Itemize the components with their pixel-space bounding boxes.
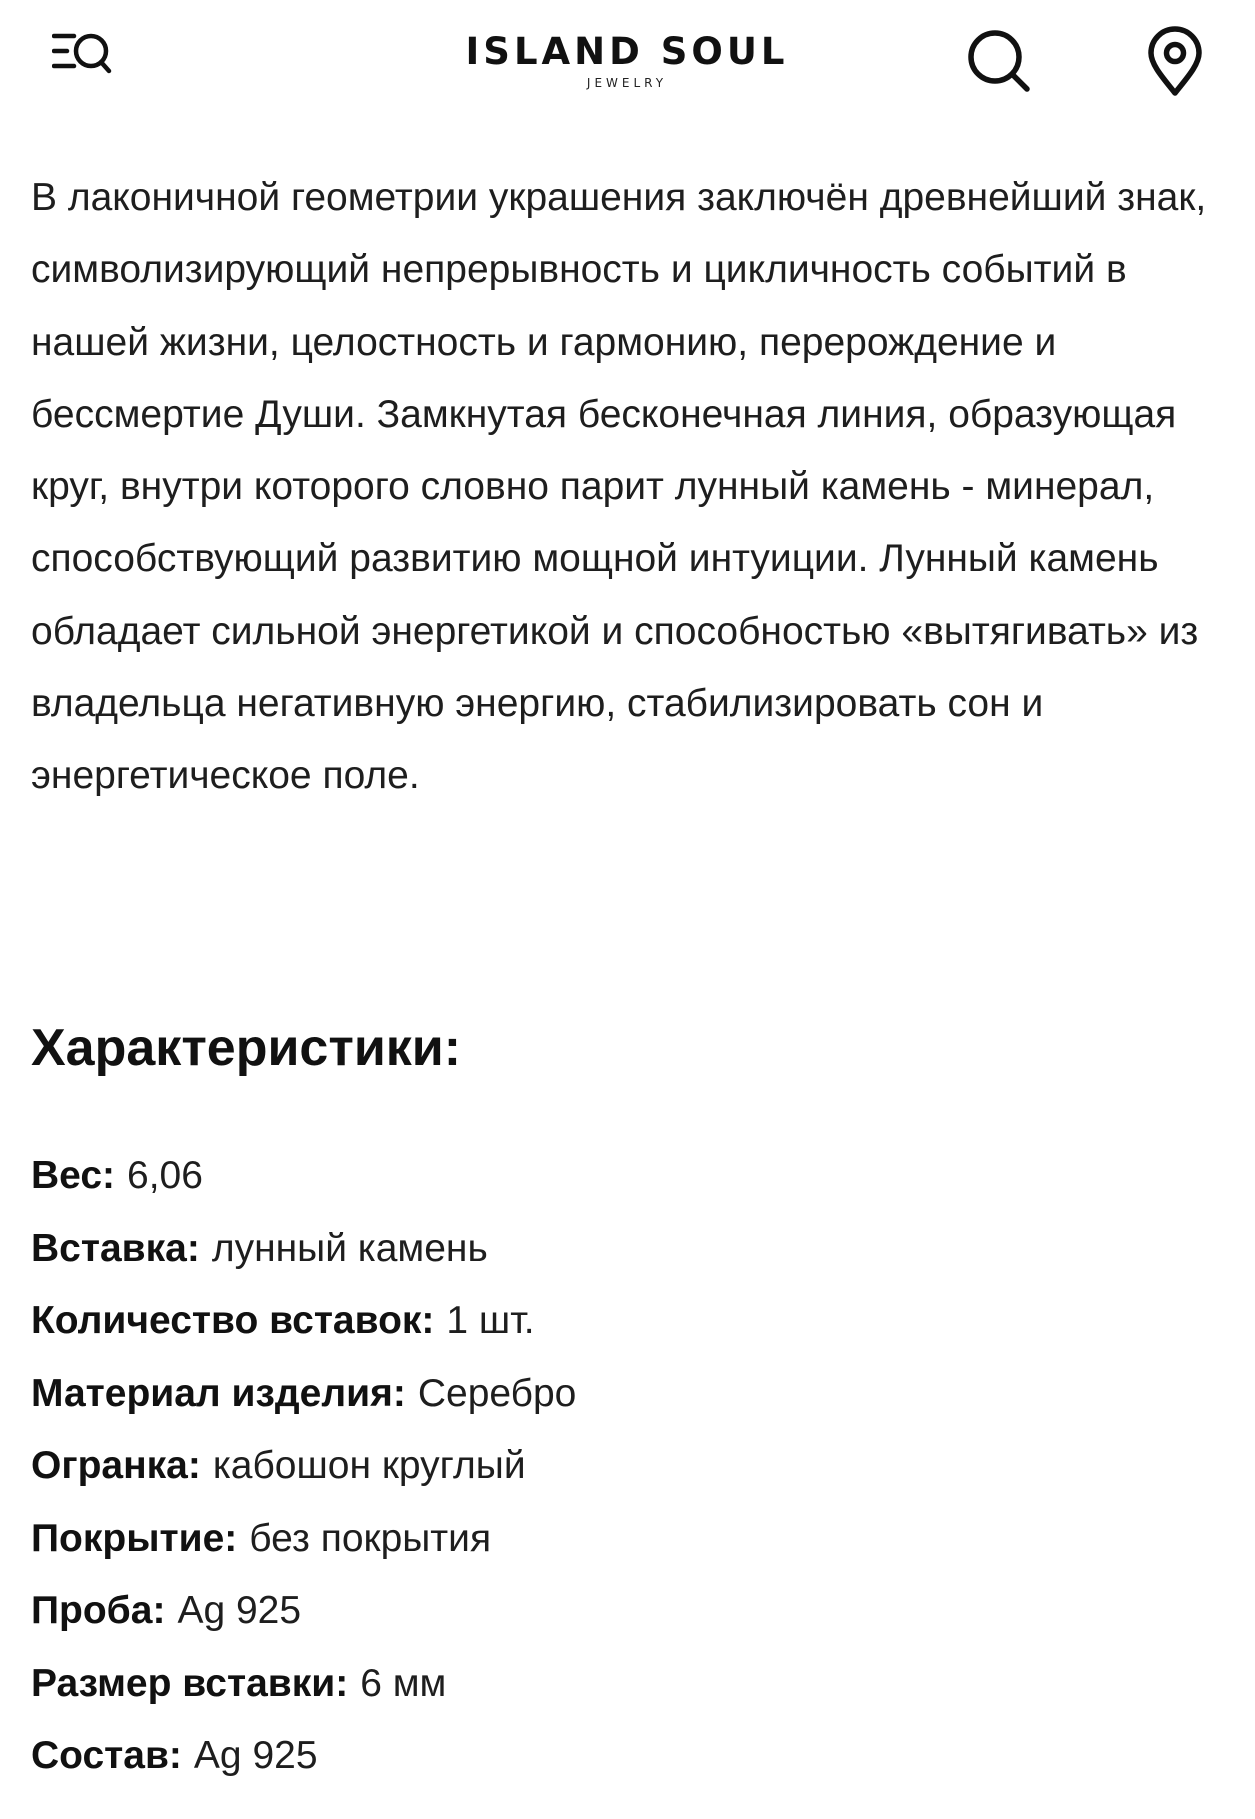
spec-cut (31, 1430, 576, 1503)
spec-value: 6,06 (127, 1154, 203, 1197)
spec-label: Размер вставки: (31, 1661, 349, 1705)
spec-value: Серебро (417, 1371, 577, 1415)
menu-search-icon (52, 30, 112, 80)
spec-label: Количество вставок: (31, 1299, 435, 1342)
spec-label: Покрытие: (31, 1516, 238, 1560)
spec-hallmark (31, 1575, 576, 1648)
brand-subtitle: JEWELRY (586, 76, 668, 90)
map-pin-icon (1142, 25, 1208, 97)
spec-value: кабошон круглый (212, 1444, 526, 1487)
product-description: В лаконичной геометрии украшения заключён древнейший знак, символизирующий непрерывность и цикличность событий в нашей жизни, целостность и гармонию, перерождение и бессмертие Души. Замкнутая бесконечная линия, образующая круг, внутри которого словно парит лунный камень - минерал, способствующий развитию мощной интуиции. Лунный камень обладает сильной энергетикой и способностью «вытягивать» из владельца негативную энергию, стабилизировать сон и энергетическое поле. (31, 176, 1207, 798)
spec-label: Вставка: (31, 1226, 200, 1270)
spec-label: Проба: (31, 1589, 166, 1632)
spec-label: Вес: (31, 1154, 116, 1197)
spec-value: Ag 925 (177, 1589, 302, 1632)
spec-insert (31, 1213, 576, 1286)
spec-value: Ag 925 (193, 1734, 318, 1777)
spec-label: Огранка: (31, 1444, 201, 1487)
spec-insert-size (31, 1648, 576, 1721)
spec-insert-count (31, 1285, 576, 1358)
brand-name: ISLAND SOUL (465, 30, 789, 73)
specs-list (31, 1140, 576, 1793)
specs-title: Характеристики: (31, 1019, 462, 1077)
spec-composition (31, 1720, 576, 1793)
brand-logo[interactable] (427, 30, 827, 90)
spec-label: Состав: (31, 1734, 182, 1777)
site-header (0, 0, 1255, 125)
spec-value: 6 мм (360, 1661, 447, 1705)
spec-value: без покрытия (249, 1516, 492, 1560)
spec-material (31, 1358, 576, 1431)
spec-weight (31, 1140, 576, 1213)
spec-value: 1 шт. (446, 1299, 535, 1342)
spec-label: Материал изделия: (31, 1371, 406, 1415)
spec-value: лунный камень (211, 1226, 488, 1270)
search-icon (965, 25, 1035, 95)
menu-button[interactable] (52, 30, 132, 90)
store-locator-button[interactable] (1142, 25, 1208, 97)
search-button[interactable] (965, 25, 1035, 95)
spec-coating (31, 1503, 576, 1576)
